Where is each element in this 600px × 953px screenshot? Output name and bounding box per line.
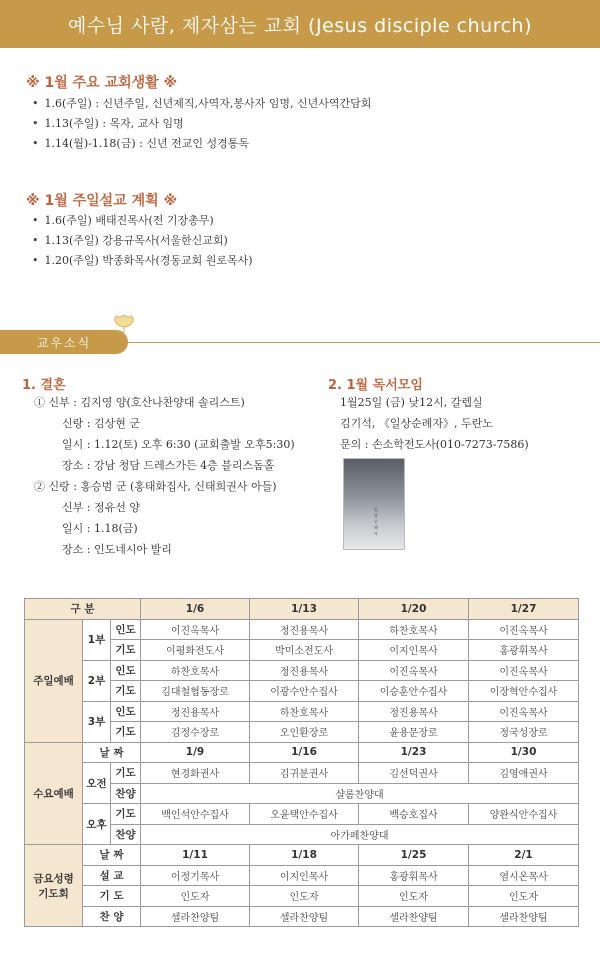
table-cell: 정진용목사 xyxy=(250,619,359,640)
list-item: • 1.6(주일) 배태진목사(전 기장총무) xyxy=(32,211,253,231)
role-label: 인도 xyxy=(111,619,141,640)
friday-label xyxy=(25,845,83,927)
table-cell: 박미소전도사 xyxy=(250,640,359,661)
table-row xyxy=(25,619,579,640)
table-cell: 샬롬찬양대 xyxy=(141,783,579,804)
table-cell: 1/9 xyxy=(141,742,250,763)
table-cell: 이평화전도사 xyxy=(141,640,250,661)
church-life-title: ※ 1월 주요 교회생활 ※ xyxy=(26,75,178,91)
role-label: 찬양 xyxy=(111,783,141,804)
table-cell: 이승훈안수집사 xyxy=(359,681,469,702)
table-cell: 홍광휘목사 xyxy=(469,640,579,661)
table-cell: 1/30 xyxy=(469,742,579,763)
service-name: 1부 xyxy=(83,619,111,660)
ginkgo-leaf-icon xyxy=(112,314,136,336)
service-name: 2부 xyxy=(83,660,111,701)
book-cover-title: 일상순례자 xyxy=(374,507,378,536)
reading-line: 김기석, 《일상순례자》, 두란노 xyxy=(340,417,493,430)
wedding-line: 일시 : 1.12(토) 오후 6:30 (교회출발 오후5:30) xyxy=(62,438,295,451)
list-item: • 1.6(주일) : 신년주일, 신년제직,사역자,봉사자 임명, 신년사역간담회 xyxy=(32,94,371,114)
role-label: 인도 xyxy=(111,660,141,681)
list-item: • 1.13(주일) 강용규목사(서울한신교회) xyxy=(32,231,253,251)
table-cell: 이진옥목사 xyxy=(469,619,579,640)
table-cell: 이진옥목사 xyxy=(359,660,469,681)
table-cell: 셀라찬양팀 xyxy=(469,906,579,927)
reading-title: 2. 1월 독서모임 xyxy=(328,378,423,393)
table-row xyxy=(25,886,579,907)
table-cell: 이진옥목사 xyxy=(469,660,579,681)
service-name: 오후 xyxy=(83,804,111,845)
friday-label-line1: 금요성령 xyxy=(33,872,74,885)
service-name: 3부 xyxy=(83,701,111,742)
table-cell: 정진용목사 xyxy=(359,701,469,722)
wedding-line: ② 신랑 : 홍승범 군 (홍태화집사, 신태희권사 아들) xyxy=(34,480,277,493)
table-row xyxy=(25,865,579,886)
date-label: 날 짜 xyxy=(83,845,141,866)
table-cell: 이장혁안수집사 xyxy=(469,681,579,702)
list-item: • 1.13(주일) : 목자, 교사 임명 xyxy=(32,114,371,134)
table-cell: 오윤택안수집사 xyxy=(250,804,359,825)
table-cell: 홍광휘목사 xyxy=(359,865,469,886)
wedding-line: ① 신부 : 김지영 양(호산나찬양대 솔리스트) xyxy=(34,396,245,409)
table-cell: 백승호집사 xyxy=(359,804,469,825)
list-item: • 1.14(월)-1.18(금) : 신년 전교인 성경통독 xyxy=(32,134,371,154)
reading-line: 문의 : 손소학전도사(010-7273-7586) xyxy=(340,438,529,451)
table-cell: 2/1 xyxy=(469,845,579,866)
friday-label-line2: 기도회 xyxy=(38,887,69,900)
table-row xyxy=(25,845,579,866)
table-cell: 1/25 xyxy=(359,845,469,866)
header-date: 1/20 xyxy=(359,599,469,620)
table-cell: 1/11 xyxy=(141,845,250,866)
table-cell: 1/16 xyxy=(250,742,359,763)
news-tag: 교우소식 xyxy=(0,330,128,354)
table-cell: 셀라찬양팀 xyxy=(359,906,469,927)
table-cell: 윤용문장로 xyxy=(359,722,469,743)
table-cell: 정진용목사 xyxy=(250,660,359,681)
table-cell: 인도자 xyxy=(359,886,469,907)
role-label: 기 도 xyxy=(83,886,141,907)
wednesday-label: 수요예배 xyxy=(25,742,83,845)
sermon-plan-list xyxy=(32,211,253,271)
table-cell: 김영애권사 xyxy=(469,763,579,784)
table-row xyxy=(25,763,579,784)
table-cell: 1/23 xyxy=(359,742,469,763)
header-label: 구 분 xyxy=(25,599,141,620)
table-cell: 인도자 xyxy=(141,886,250,907)
table-cell: 셀라찬양팀 xyxy=(141,906,250,927)
role-label: 기도 xyxy=(111,804,141,825)
table-cell: 정진용목사 xyxy=(141,701,250,722)
role-label: 찬양 xyxy=(111,824,141,845)
wedding-line: 신랑 : 김상현 군 xyxy=(62,417,140,430)
date-label: 날 짜 xyxy=(83,742,141,763)
table-cell: 1/18 xyxy=(250,845,359,866)
table-cell: 김귀분권사 xyxy=(250,763,359,784)
sermon-plan-title: ※ 1월 주일설교 계획 ※ xyxy=(26,193,178,209)
table-cell: 하찬호목사 xyxy=(141,660,250,681)
header-date: 1/13 xyxy=(250,599,359,620)
table-cell: 셀라찬양팀 xyxy=(250,906,359,927)
table-cell: 하찬호목사 xyxy=(250,701,359,722)
table-cell: 김정수장로 xyxy=(141,722,250,743)
table-cell: 이광수안수집사 xyxy=(250,681,359,702)
banner-title: 예수님 사람, 제자삼는 교회 (Jesus disciple church) xyxy=(0,0,600,48)
table-cell: 이정기목사 xyxy=(141,865,250,886)
role-label: 기도 xyxy=(111,681,141,702)
wedding-line: 장소 : 인도네시아 발리 xyxy=(62,543,172,556)
table-cell: 오인환장로 xyxy=(250,722,359,743)
book-cover-image xyxy=(343,458,405,550)
church-life-list xyxy=(32,94,371,154)
table-cell: 이지인목사 xyxy=(250,865,359,886)
table-cell: 김선덕권사 xyxy=(359,763,469,784)
wedding-title: 1. 결혼 xyxy=(22,378,66,393)
table-cell: 이진옥목사 xyxy=(141,619,250,640)
table-cell: 정국성장로 xyxy=(469,722,579,743)
table-cell: 하찬호목사 xyxy=(359,619,469,640)
table-cell: 김대철협동장로 xyxy=(141,681,250,702)
table-cell: 인도자 xyxy=(469,886,579,907)
table-row xyxy=(25,906,579,927)
sunday-label: 주일예배 xyxy=(25,619,83,742)
role-label: 인도 xyxy=(111,701,141,722)
table-cell: 백인석안수집사 xyxy=(141,804,250,825)
wedding-line: 장소 : 강남 청담 드레스가든 4층 블리스돔홀 xyxy=(62,459,275,472)
table-cell: 아가페찬양대 xyxy=(141,824,579,845)
role-label: 찬 양 xyxy=(83,906,141,927)
role-label: 기도 xyxy=(111,640,141,661)
wedding-line: 신부 : 정유선 양 xyxy=(62,501,140,514)
wedding-line: 일시 : 1.18(금) xyxy=(62,522,138,535)
role-label: 기도 xyxy=(111,763,141,784)
table-row xyxy=(25,701,579,722)
table-cell: 이지인목사 xyxy=(359,640,469,661)
table-cell: 이진옥목사 xyxy=(469,701,579,722)
role-label: 설 교 xyxy=(83,865,141,886)
schedule-table xyxy=(24,598,579,927)
table-cell: 인도자 xyxy=(250,886,359,907)
table-cell: 양완식안수집사 xyxy=(469,804,579,825)
table-cell: 염시온목사 xyxy=(469,865,579,886)
service-name: 오전 xyxy=(83,763,111,804)
list-item: • 1.20(주일) 박종화목사(경동교회 원로목사) xyxy=(32,251,253,271)
table-row xyxy=(25,804,579,825)
reading-line: 1월25일 (금) 낮12시, 갈렙실 xyxy=(340,396,483,409)
table-row xyxy=(25,742,579,763)
table-cell: 현경화권사 xyxy=(141,763,250,784)
table-row xyxy=(25,660,579,681)
role-label: 기도 xyxy=(111,722,141,743)
header-date: 1/27 xyxy=(469,599,579,620)
header-date: 1/6 xyxy=(141,599,250,620)
